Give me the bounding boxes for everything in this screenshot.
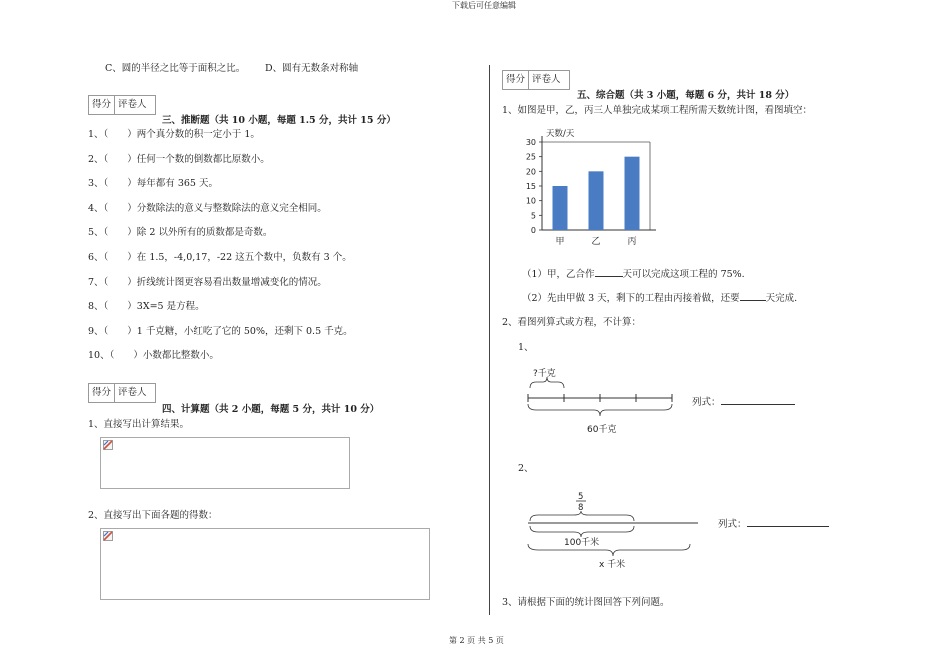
answer-blank-1[interactable] (595, 267, 623, 277)
q1-sub2-text-a: （2）先由甲做 3 天，剩下的工程由丙接着做，还要 (522, 293, 740, 304)
section4-q2: 2、直接写出下面各题的得数： (88, 510, 218, 521)
header-note: 下载后可任意编辑 (452, 1, 516, 10)
line-segment-diagram-1 (520, 364, 680, 440)
judgement-item: 9、（ ）1 千克糖，小红吃了它的 50%，还剩下 0.5 千克。 (88, 325, 353, 337)
chart-y-tick-label: 5 (530, 211, 536, 221)
formula-label: 列式： (718, 519, 747, 530)
judgement-item: 3、（ ）每年都有 365 天。 (88, 178, 218, 190)
chart-y-tick-label: 25 (525, 152, 536, 162)
diagram2-bottom-label: x 千米 (599, 560, 626, 570)
judgement-item: 10、（ ）小数都比整数小。 (88, 350, 219, 362)
chart-y-tick-label: 15 (525, 182, 536, 191)
diagram2-formula (718, 516, 829, 530)
score-box-section5 (502, 70, 570, 90)
q1-sub2-text-b: 天完成. (765, 293, 798, 304)
grader-label: 评卷人 (118, 99, 147, 110)
grader-label: 评卷人 (532, 74, 561, 85)
formula-blank-1[interactable] (721, 395, 795, 405)
q1-sub2 (522, 290, 797, 304)
line-segment-diagram-2 (520, 490, 705, 572)
judgement-item: 6、（ ）在 1.5，-4,0,17，-22 这五个数中，负数有 3 个。 (88, 252, 352, 263)
chart-y-tick-label: 10 (525, 196, 536, 206)
chart-x-tick-label: 丙 (627, 237, 637, 247)
section4-q1: 1、直接写出计算结果。 (88, 419, 190, 430)
section5-q3: 3、请根据下面的统计图回答下列问题。 (502, 597, 670, 608)
section3-title: 三、推断题（共 10 小题，每题 1.5 分，共计 15 分） (162, 115, 396, 126)
chart-y-tick-label: 0 (530, 226, 536, 235)
diagram2-frac-numerator: 5 (578, 492, 584, 502)
page-number: 第 2 页 共 5 页 (449, 636, 504, 645)
column-divider (489, 65, 490, 615)
bar-chart (510, 124, 680, 250)
grader-label: 评卷人 (118, 387, 147, 398)
diagram1-formula (692, 394, 795, 408)
broken-image-icon (103, 531, 113, 541)
section5-title: 五、综合题（共 3 小题，每题 6 分，共计 18 分） (577, 90, 795, 101)
judgement-item: 1、（ ）两个真分数的积一定小于 1。 (88, 129, 260, 140)
option-d: D、圆有无数条对称轴 (265, 63, 359, 74)
broken-image-icon (103, 440, 113, 450)
chart-x-tick-label: 甲 (555, 237, 565, 247)
diagram1-bottom-brace (528, 404, 672, 416)
section5-q2: 2、看图列算式或方程，不计算： (502, 317, 642, 328)
chart-x-tick-label: 乙 (591, 237, 601, 247)
chart-ylabel: 天数/天 (546, 129, 575, 139)
score-label: 得分 (89, 384, 115, 402)
judgement-item: 5、（ ）除 2 以外所有的质数都是奇数。 (88, 227, 273, 239)
diagram2-mid-label: 100千米 (564, 538, 600, 548)
score-box-section3 (88, 95, 156, 115)
judgement-item: 4、（ ）分数除法的意义与整数除法的意义完全相同。 (88, 202, 327, 214)
q1-sub1-text-b: 天可以完成这项工程的 75%. (622, 269, 745, 280)
section4-title: 四、计算题（共 2 小题，每题 5 分，共计 10 分） (162, 404, 380, 415)
section5-q1: 1、如图是甲，乙，丙三人单独完成某项工程所需天数统计图，看图填空： (502, 105, 813, 116)
score-label: 得分 (503, 71, 529, 89)
diagram1-bottom-label: 60千克 (587, 425, 617, 435)
chart-y-tick-label: 20 (525, 167, 536, 177)
diagram1-top-label: ?千克 (533, 369, 556, 379)
q1-sub1-text-a: （1）甲，乙合作 (522, 269, 595, 280)
diagram2-bottom-brace (528, 544, 690, 556)
diagram2-frac-denominator: 8 (578, 503, 584, 513)
answer-box-1[interactable] (100, 437, 350, 489)
chart-bar (589, 171, 604, 230)
judgement-item: 7、（ ）折线统计图更容易看出数量增减变化的情况。 (88, 276, 327, 288)
q2-item2-label: 2、 (518, 463, 534, 474)
judgement-item: 2、（ ）任何一个数的倒数都比原数小。 (88, 153, 270, 165)
answer-box-2[interactable] (100, 528, 430, 600)
chart-y-tick-label: 30 (525, 138, 536, 147)
chart-bar (553, 186, 568, 230)
answer-blank-2[interactable] (740, 291, 766, 301)
formula-blank-2[interactable] (747, 517, 829, 527)
option-c: C、圆的半径之比等于面积之比。 (105, 63, 246, 74)
judgement-item: 8、（ ）3X=5 是方程。 (88, 301, 205, 313)
chart-bar (625, 157, 640, 230)
score-box-section4 (88, 383, 156, 403)
formula-label: 列式： (692, 397, 721, 408)
q2-item1-label: 1、 (518, 342, 534, 353)
diagram2-mid-brace (530, 526, 634, 537)
q1-sub1 (522, 266, 745, 280)
score-label: 得分 (89, 96, 115, 114)
